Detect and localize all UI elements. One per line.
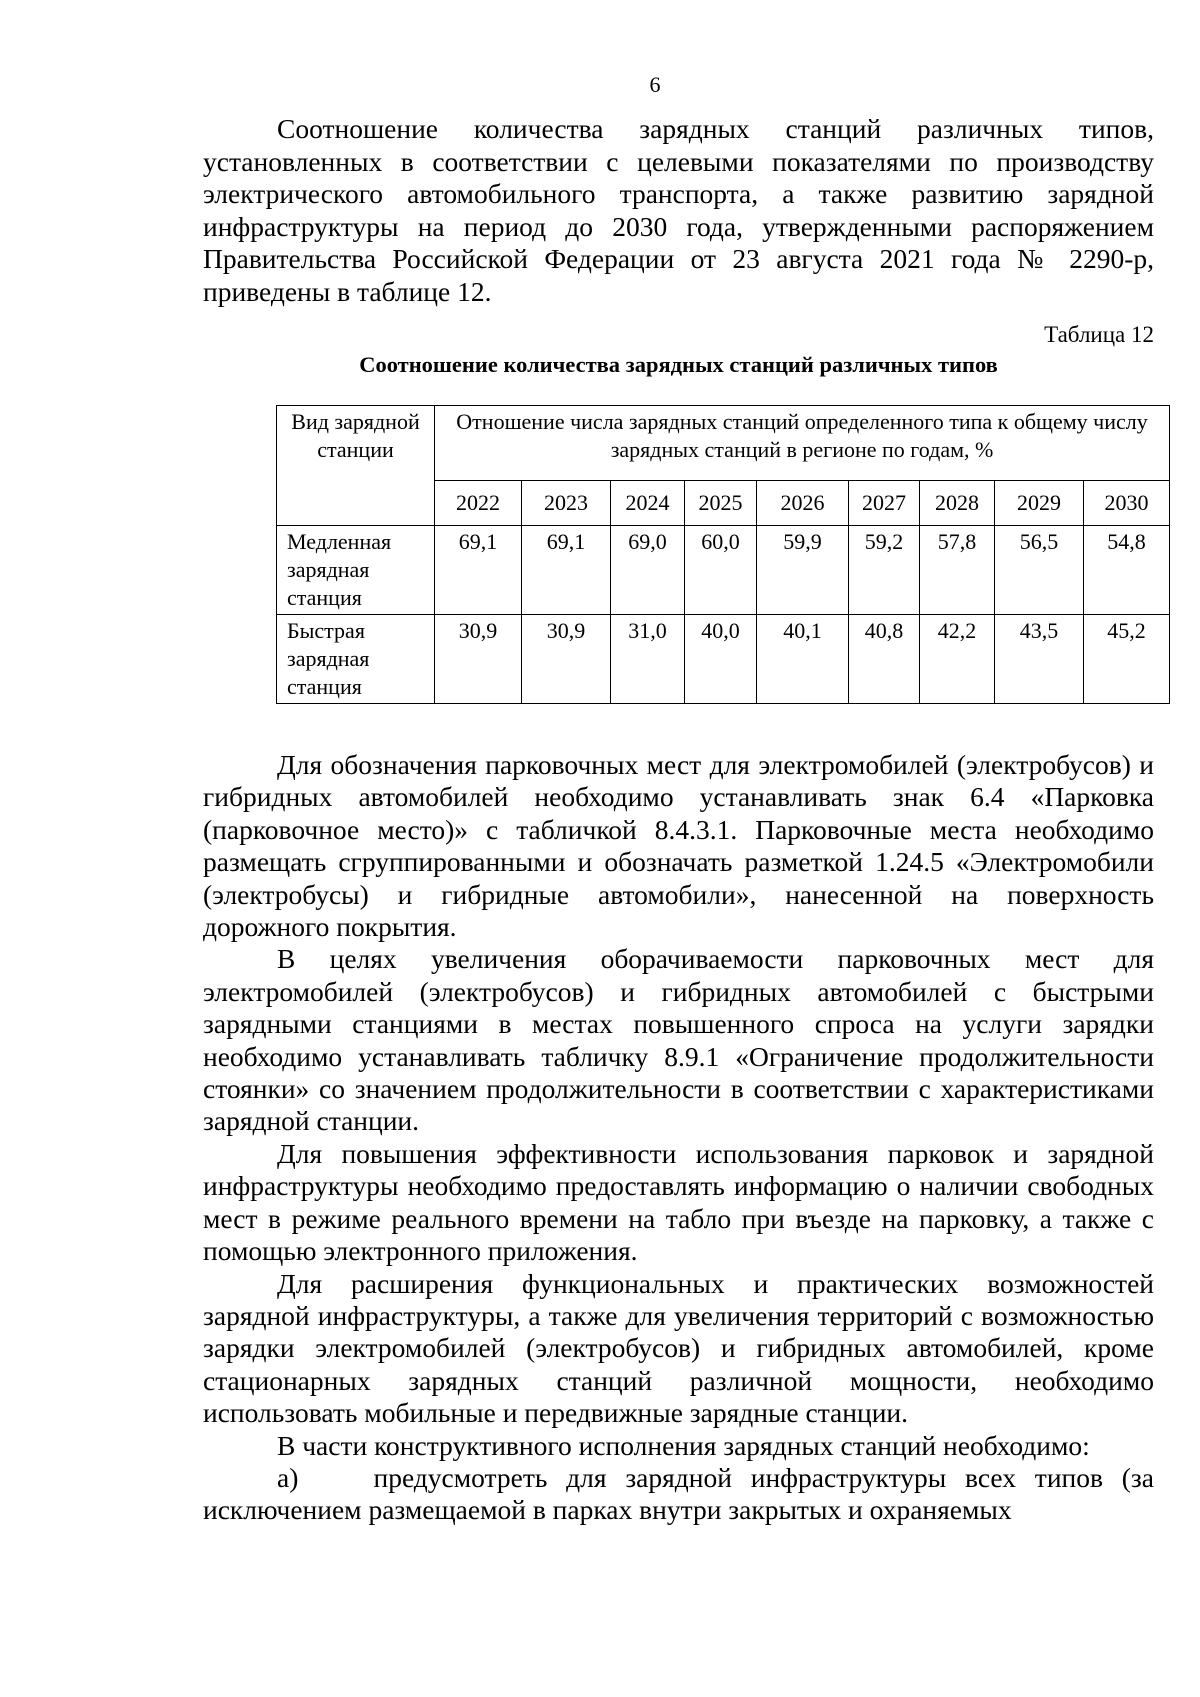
page-number: 6 <box>649 72 661 97</box>
table-header-row <box>277 406 1170 481</box>
table-cell: 60,0 <box>685 526 757 615</box>
row-label-slow-station: Медленная зарядная станция <box>277 526 435 615</box>
year-header: 2022 <box>435 481 522 526</box>
paragraph-parking-signs: Для обозначения парковочных мест для электромобилей (электробусов) и гибридных автомобилей необходимо устанавливать знак 6.4 «Парковка (парковочное место)» с табличкой 8.4.3.1. Парковочные места необходимо размещать сгруппированными и обозначать разметкой 1.24.5 «Электромобили (электробусы) и гибридные автомобили», нанесенной на поверхность дорожного покрытия. <box>203 749 1154 943</box>
table-cell: 31,0 <box>611 615 685 704</box>
paragraph-mobile-stations: Для расширения функциональных и практических возможностей зарядной инфраструктуры, а также для увеличения территорий с возможностью зарядки электромобилей (электробусов) и гибридных автомобилей, кроме стационарных зарядных станций различной мощности, необходимо использовать мобильные и передвижные зарядные станции. <box>203 1267 1154 1429</box>
intro-paragraph: Соотношение количества зарядных станций различных типов, установленных в соответствии с целевыми показателями по производству электрического автомобильного транспорта, а также развитию зарядной инфраструктуры на период до 2030 года, утвержденными распоряжением Правительства Российской Федерации от 23 августа 2021 года № 2290-р, приведены в таблице 12. <box>203 113 1154 307</box>
list-item-a: а) предусмотреть для зарядной инфраструктуры всех типов (за исключением размещаемой в парках внутри закрытых и охраняемых <box>203 1461 1161 1526</box>
table-cell: 45,2 <box>1084 615 1170 704</box>
paragraph-parking-info: Для повышения эффективности использования парковок и зарядной инфраструктуры необходимо предоставлять информацию о наличии свободных мест в режиме реального времени на табло при въезде на парковку, а также с помощью электронного приложения. <box>203 1137 1154 1267</box>
row-label-fast-station: Быстрая зарядная станция <box>277 615 435 704</box>
charging-station-ratio-table <box>276 405 1170 704</box>
year-header: 2029 <box>995 481 1084 526</box>
table-cell: 40,1 <box>757 615 849 704</box>
paragraph-construction-intro: В части конструктивного исполнения зарядных станций необходимо: <box>277 1429 1090 1461</box>
table-title: Соотношение количества зарядных станций различных типов <box>359 352 998 377</box>
table-number-label: Таблица 12 <box>1044 322 1154 347</box>
table-row <box>277 526 1170 615</box>
year-header: 2025 <box>685 481 757 526</box>
table-cell: 69,1 <box>435 526 522 615</box>
paragraph-parking-turnover: В целях увеличения оборачиваемости парковочных мест для электромобилей (электробусов) и гибридных автомобилей с быстрыми зарядными станциями в местах повышенного спроса на услуги зарядки необходимо устанавливать табличку 8.9.1 «Ограничение продолжительности стоянки» со значением продолжительности в соответствии с характеристиками зарядной станции. <box>203 943 1154 1137</box>
year-header: 2023 <box>522 481 611 526</box>
table-row <box>277 615 1170 704</box>
table-cell: 30,9 <box>435 615 522 704</box>
table-cell: 40,0 <box>685 615 757 704</box>
table-cell: 42,2 <box>920 615 995 704</box>
table-cell: 57,8 <box>920 526 995 615</box>
year-header: 2026 <box>757 481 849 526</box>
table-cell: 54,8 <box>1084 526 1170 615</box>
table-cell: 40,8 <box>849 615 920 704</box>
col-header-description: Отношение числа зарядных станций определенного типа к общему числу зарядных станций в регионе по годам, % <box>435 406 1170 481</box>
table-cell: 69,0 <box>611 526 685 615</box>
body-text <box>203 749 1161 1527</box>
table-cell: 56,5 <box>995 526 1084 615</box>
year-header: 2027 <box>849 481 920 526</box>
col-header-station-type: Вид зарядной станции <box>277 406 435 526</box>
table-cell: 59,2 <box>849 526 920 615</box>
year-header: 2028 <box>920 481 995 526</box>
table-cell: 69,1 <box>522 526 611 615</box>
table-cell: 30,9 <box>522 615 611 704</box>
table-cell: 43,5 <box>995 615 1084 704</box>
intro-block <box>203 113 1154 309</box>
year-header: 2024 <box>611 481 685 526</box>
table-cell: 59,9 <box>757 526 849 615</box>
year-header: 2030 <box>1084 481 1170 526</box>
